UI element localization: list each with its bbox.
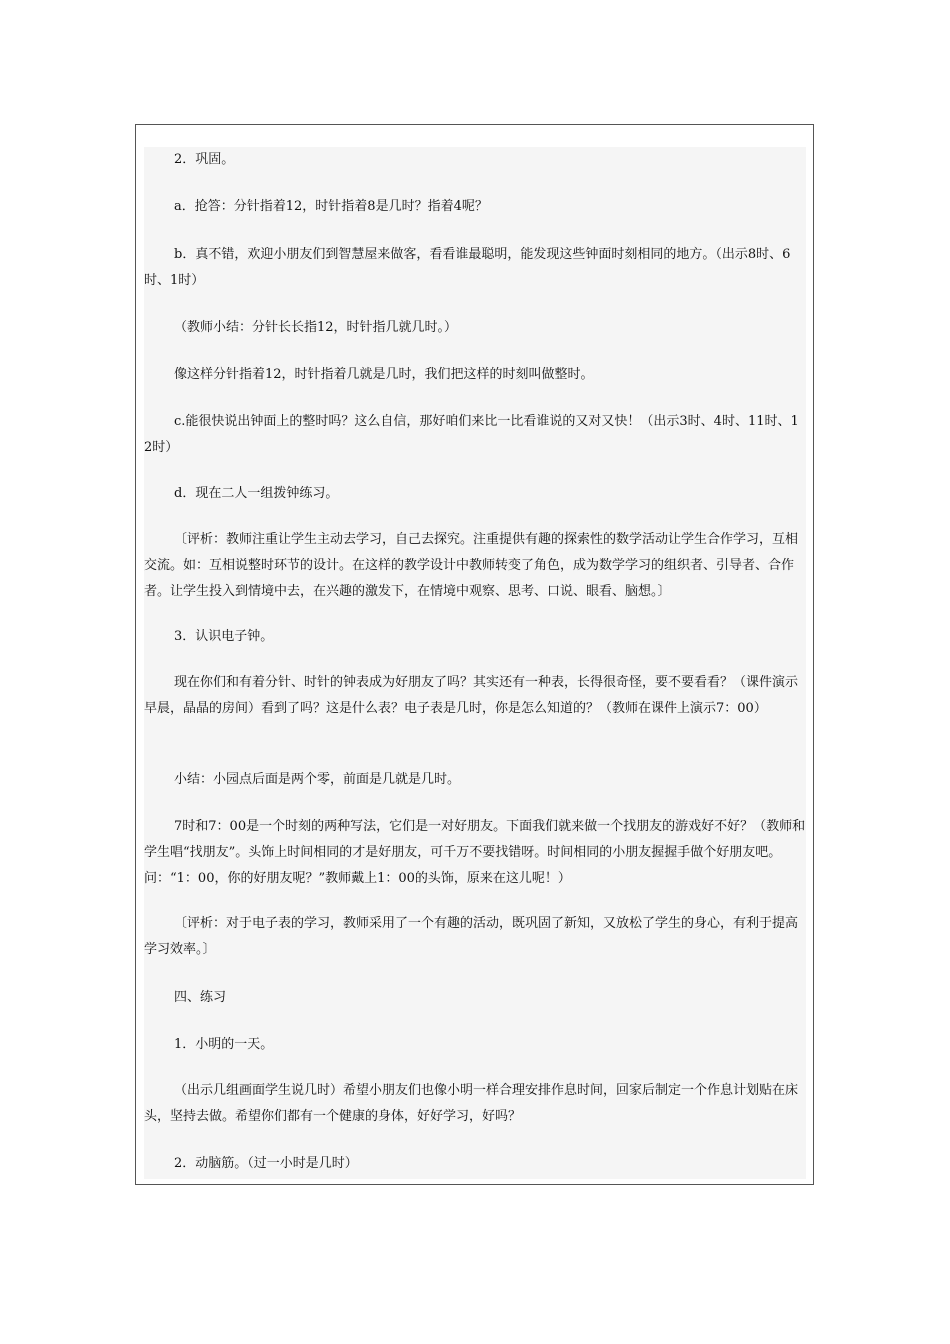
paragraph: 现在你们和有着分针、时针的钟表成为好朋友了吗？其实还有一种表，长得很奇怪，要不要看看？（课件演示早晨，晶晶的房间）看到了吗？这是什么表？电子表是几时，你是怎么知道的？（教师在课件上演示7：00） [144,675,799,716]
paragraph: d．现在二人一组拨钟练习。 [174,486,339,501]
paragraph: c.能很快说出钟面上的整时吗？这么自信，那好咱们来比一比看谁说的又对又快！（出示3时、4时、11时、12时） [144,414,799,455]
section-heading: 四、练习 [174,990,227,1005]
paragraph: 小结：小园点后面是两个零，前面是几就是几时。 [174,772,461,787]
paragraph: （教师小结：分针长长指12，时针指几就几时。） [174,320,458,335]
paragraph: 2．动脑筋。（过一小时是几时） [174,1156,358,1171]
paragraph: 1．小明的一天。 [174,1037,274,1052]
document-body [144,147,806,1179]
paragraph-review: 〔评析：教师注重让学生主动去学习，自己去探究。注重提供有趣的探索性的数学活动让学生合作学习，互相交流。如：互相说整时环节的设计。在这样的教学设计中教师转变了角色，成为数学学习的组织者、引导者、合作者。让学生投入到情境中去，在兴趣的激发下，在情境中观察、思考、口说、眼看、脑想。〕 [144,532,799,599]
paragraph-review: 〔评析：对于电子表的学习，教师采用了一个有趣的活动，既巩固了新知，又放松了学生的身心，有利于提高学习效率。〕 [144,916,799,957]
document-frame [135,124,814,1185]
paragraph: a．抢答：分针指着12，时针指着8是几时？指着4呢？ [174,199,488,214]
paragraph: 2．巩固。 [174,152,235,167]
paragraph: 3．认识电子钟。 [174,629,274,644]
paragraph: b．真不错，欢迎小朋友们到智慧屋来做客，看看谁最聪明，能发现这些钟面时刻相同的地方。（出示8时、6时、1时） [144,247,791,288]
paragraph: 像这样分针指着12，时针指着几就是几时，我们把这样的时刻叫做整时。 [174,367,594,382]
paragraph: （出示几组画面学生说几时）希望小朋友们也像小明一样合理安排作息时间，回家后制定一个作息计划贴在床头，坚持去做。希望你们都有一个健康的身体，好好学习，好吗？ [144,1083,799,1124]
paragraph: 7时和7：00是一个时刻的两种写法，它们是一对好朋友。下面我们就来做一个找朋友的游戏好不好？（教师和学生唱“找朋友”。头饰上时间相同的才是好朋友，可千万不要找错呀。时间相同的小朋友握握手做个好朋友吧。问：“1：00，你的好朋友呢？”教师戴上1：00的头饰，原来在这儿呢！） [144,819,806,886]
